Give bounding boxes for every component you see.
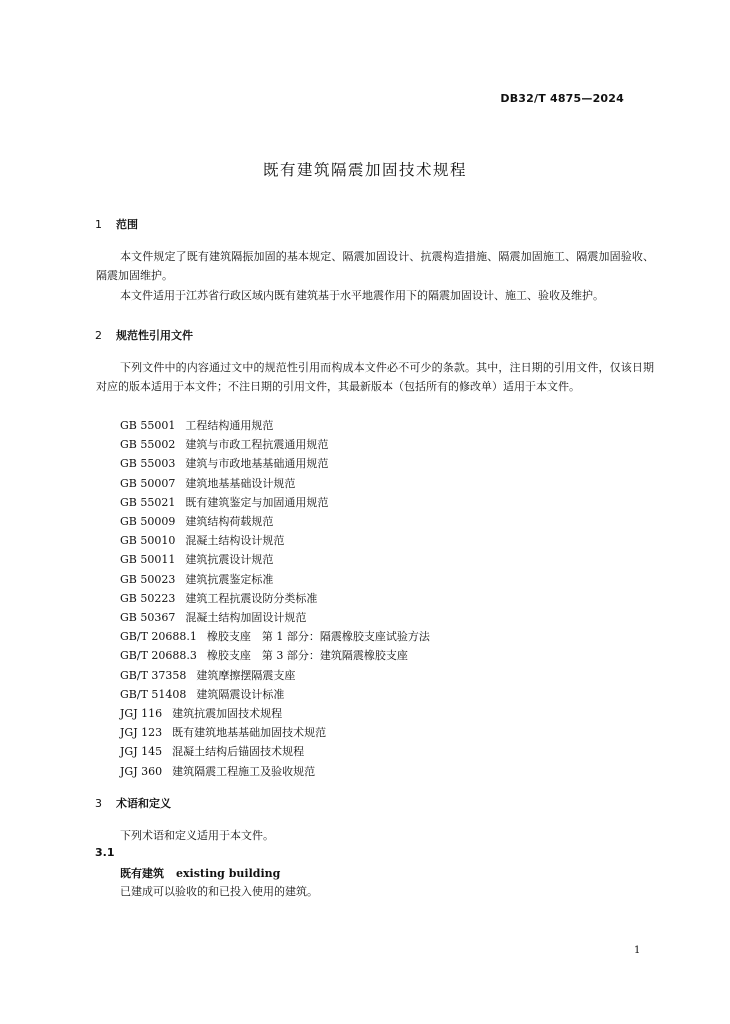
terms-intro: 下列术语和定义适用于本文件。 bbox=[120, 829, 274, 842]
reference-code: GB/T 20688.1 bbox=[120, 630, 197, 644]
reference-item bbox=[120, 512, 430, 531]
term-entry bbox=[120, 865, 280, 881]
reference-code: JGJ 116 bbox=[120, 707, 163, 721]
reference-title: 建筑抗震设计规范 bbox=[185, 553, 274, 567]
reference-title: 橡胶支座 第 3 部分：建筑隔震橡胶支座 bbox=[206, 649, 408, 663]
reference-item bbox=[120, 531, 430, 550]
term-english: existing building bbox=[176, 867, 281, 880]
reference-item bbox=[120, 723, 430, 742]
reference-code: GB 50023 bbox=[120, 572, 176, 586]
reference-code: GB 55002 bbox=[120, 438, 176, 452]
reference-item bbox=[120, 685, 430, 704]
reference-code: JGJ 145 bbox=[120, 745, 163, 759]
document-title: 既有建筑隔震加固技术规程 bbox=[262, 161, 467, 179]
reference-code: GB/T 51408 bbox=[120, 687, 187, 701]
reference-title: 混凝土结构后锚固技术规程 bbox=[172, 745, 305, 759]
reference-code: GB 50367 bbox=[120, 611, 176, 625]
reference-title: 既有建筑鉴定与加固通用规范 bbox=[185, 495, 329, 509]
scope-paragraph-2: 本文件适用于江苏省行政区域内既有建筑基于水平地震作用下的隔震加固设计、施工、验收及维护。 bbox=[120, 289, 604, 302]
reference-title: 建筑隔震工程施工及验收规范 bbox=[172, 764, 316, 778]
reference-item bbox=[120, 454, 430, 473]
page-number: 1 bbox=[634, 945, 641, 956]
reference-title: 建筑抗震加固技术规程 bbox=[172, 707, 283, 721]
reference-item bbox=[120, 704, 430, 723]
reference-code: GB/T 20688.3 bbox=[120, 649, 197, 663]
reference-code: JGJ 123 bbox=[120, 726, 163, 740]
section-heading-scope bbox=[95, 216, 138, 232]
reference-title: 建筑隔震设计标准 bbox=[196, 687, 285, 701]
standard-code: DB32/T 4875—2024 bbox=[500, 92, 624, 105]
reference-title: 建筑摩擦摆隔震支座 bbox=[196, 668, 296, 682]
section-number: 1 bbox=[95, 218, 102, 231]
reference-title: 工程结构通用规范 bbox=[185, 419, 274, 432]
reference-code: GB 55003 bbox=[120, 457, 176, 471]
reference-item bbox=[120, 627, 430, 646]
reference-item bbox=[120, 416, 430, 435]
reference-title: 既有建筑地基基础加固技术规范 bbox=[172, 726, 327, 740]
reference-code: JGJ 360 bbox=[120, 764, 163, 778]
reference-item bbox=[120, 550, 430, 569]
clause-number: 3.1 bbox=[95, 846, 115, 859]
section-title: 术语和定义 bbox=[116, 797, 171, 810]
section-heading-normative-references bbox=[95, 327, 193, 343]
reference-title: 建筑与市政工程抗震通用规范 bbox=[185, 438, 329, 452]
scope-paragraph-1: 本文件规定了既有建筑隔振加固的基本规定、隔震加固设计、抗震构造措施、隔震加固施工、隔震加固验收、隔震加固维护。 bbox=[96, 250, 654, 282]
reference-item bbox=[120, 608, 430, 627]
reference-item bbox=[120, 762, 430, 781]
reference-item bbox=[120, 666, 430, 685]
reference-item bbox=[120, 474, 430, 493]
reference-code: GB 50009 bbox=[120, 515, 176, 529]
reference-title: 建筑与市政地基基础通用规范 bbox=[185, 457, 329, 471]
reference-title: 混凝土结构加固设计规范 bbox=[185, 611, 307, 625]
term-chinese: 既有建筑 bbox=[120, 867, 164, 880]
reference-title: 建筑工程抗震设防分类标准 bbox=[185, 591, 318, 605]
reference-title: 建筑地基基础设计规范 bbox=[185, 476, 296, 490]
normative-references-intro: 下列文件中的内容通过文中的规范性引用而构成本文件必不可少的条款。其中，注日期的引用文件，仅该日期对应的版本适用于本文件；不注日期的引用文件，其最新版本（包括所有的修改单）适用于本文件。 bbox=[96, 361, 654, 393]
reference-item bbox=[120, 493, 430, 512]
section-number: 3 bbox=[95, 797, 102, 810]
reference-code: GB 50010 bbox=[120, 534, 176, 548]
term-definition: 已建成可以验收的和已投入使用的建筑。 bbox=[120, 885, 318, 898]
reference-item bbox=[120, 646, 430, 665]
reference-code: GB 50011 bbox=[120, 553, 176, 567]
reference-code: GB 55001 bbox=[120, 419, 176, 432]
reference-title: 混凝土结构设计规范 bbox=[185, 534, 285, 548]
section-heading-terms-definitions bbox=[95, 795, 171, 811]
reference-item bbox=[120, 589, 430, 608]
reference-title: 建筑结构荷载规范 bbox=[185, 515, 274, 529]
section-title: 范围 bbox=[116, 218, 138, 231]
reference-code: GB 55021 bbox=[120, 495, 176, 509]
reference-title: 橡胶支座 第 1 部分：隔震橡胶支座试验方法 bbox=[206, 630, 430, 644]
section-title: 规范性引用文件 bbox=[116, 329, 193, 342]
reference-code: GB 50223 bbox=[120, 591, 176, 605]
reference-item bbox=[120, 570, 430, 589]
section-number: 2 bbox=[95, 329, 102, 342]
reference-list bbox=[120, 416, 430, 781]
reference-code: GB 50007 bbox=[120, 476, 176, 490]
reference-item bbox=[120, 435, 430, 454]
reference-item bbox=[120, 742, 430, 761]
reference-title: 建筑抗震鉴定标准 bbox=[185, 572, 274, 586]
reference-code: GB/T 37358 bbox=[120, 668, 187, 682]
